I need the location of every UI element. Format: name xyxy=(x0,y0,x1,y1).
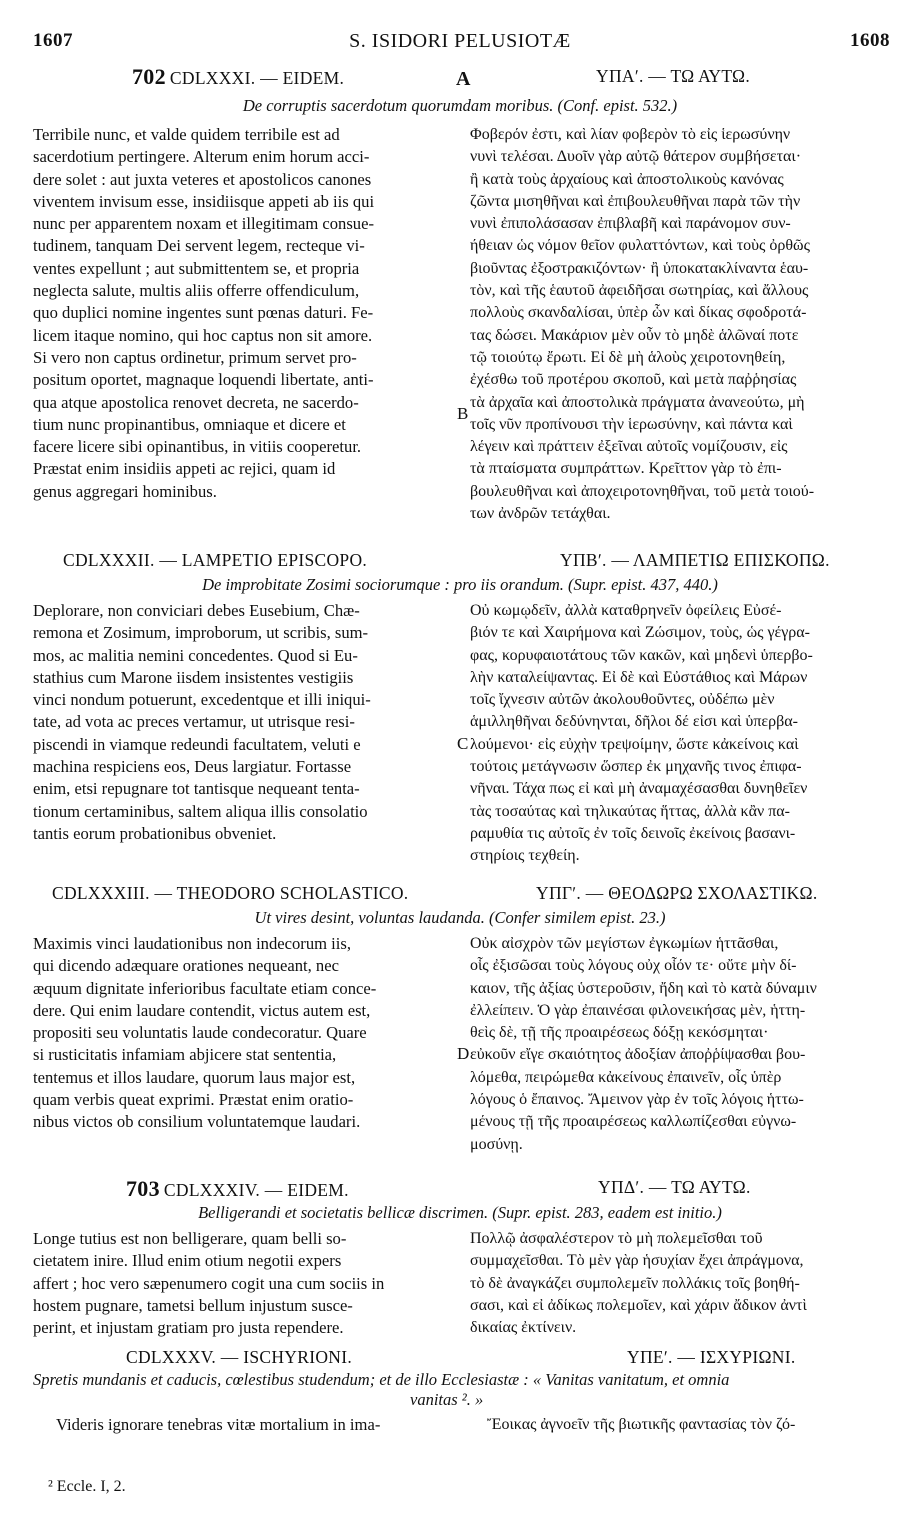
greek-column xyxy=(470,1228,890,1339)
text-line: affert ; hoc vero sæpenumero cogit una cum sociis in xyxy=(33,1273,385,1293)
text-line: propositi seu voluntatis laude condecoratur. Quare xyxy=(33,1023,367,1043)
text-line: ραμυθία τις αὐτοῖς ἐν τοῖς δεινοῖς ἐκείνοις βασανι- xyxy=(470,824,796,842)
text-line: Deplorare, non conviciari debes Eusebium, Chæ- xyxy=(33,601,360,620)
text-line: æquum dignitate inferioribus facultate etiam conce- xyxy=(33,978,377,998)
margin-marker-b: B xyxy=(457,404,469,423)
text-line: vinci nondum potuerunt, excedentque et illi iniqui- xyxy=(33,690,371,710)
letter-title-latin: 703 CDLXXXIV. — EIDEM. xyxy=(126,1176,349,1201)
letter-title-greek: ΥΠΔʹ. — ΤΩ ΑΥΤΩ. xyxy=(598,1177,751,1197)
text-line: θεὶς δὲ, τῇ τῆς προαιρέσεως δόξῃ κεκόσμηται· xyxy=(470,1024,769,1042)
text-line: τῷ τοιούτῳ ἔρωτι. Εἰ δὲ μὴ ἁλοὺς χειροτονηθείη, xyxy=(470,348,786,366)
text-line: enim, etsi repugnare tot tantisque nequeant tenta- xyxy=(33,779,360,799)
text-line: ἐλλείπειν. Ὁ γὰρ ἐπαινέσαι φιλονεικήσας μὲν, ἡττη- xyxy=(470,1001,806,1019)
text-line: τὸν, καὶ τῆς ἑαυτοῦ ἀφειδῆσαι σωτηρίας, καὶ ἄλλους xyxy=(470,282,809,300)
text-line: βουλευθῆναι καὶ ἀποχειροτονηθῆναι, τοῦ μετὰ τοιού- xyxy=(470,482,815,500)
letter-subtitle: De corruptis sacerdotum quorumdam moribus. (Conf. epist. 532.) xyxy=(242,96,678,115)
letter-title-latin: 702 CDLXXXI. — EIDEM. xyxy=(132,64,345,89)
text-line: remona et Zosimum, improborum, ut scribis, sum- xyxy=(33,623,369,643)
letter-subtitle: De improbitate Zosimi sociorumque : pro iis orandum. (Supr. epist. 437, 440.) xyxy=(202,575,718,594)
text-line: positum oportet, magnaque loquendi libertate, anti- xyxy=(33,370,374,390)
letter-title-greek: ΥΠΓʹ. — ΘΕΟΔΩΡΩ ΣΧΟΛΑΣΤΙΚΩ. xyxy=(536,883,818,903)
text-line: δικαίας ἐκτίνειν. xyxy=(470,1319,577,1337)
text-line: τὰ ἀρχαῖα καὶ ἀποστολικὰ πράγματα ἀνανεούτω, μὴ xyxy=(470,393,805,411)
letter-subtitle: Belligerandi et societatis bellicæ discrimen. (Supr. epist. 283, eadem est initio.) xyxy=(198,1203,722,1222)
text-line: tantis eorum probationibus obveniet. xyxy=(33,823,277,843)
text-line: si rusticitatis infamiam abjicere stat sententia, xyxy=(33,1045,337,1065)
text-line: genus aggregari hominibus. xyxy=(33,481,217,501)
text-line: φας, κορυφαιοτάτους τῶν κακῶν, καὶ μηδενὶ ὑπερβο- xyxy=(470,646,813,664)
text-line: Si vero non captus ordinetur, primum servet pro- xyxy=(33,347,357,367)
latin-column xyxy=(33,124,453,503)
text-line: piscendi in viamque redeundi facultatem, veluti e xyxy=(33,734,361,754)
text-line: Præstat enim insidiis appeti ac rejici, quam id xyxy=(33,459,336,479)
text-line: tentemus et illos laudare, quorum laus major est, xyxy=(33,1067,356,1087)
text-line: πολλοὺς σκανδαλίσαι, ὑπὲρ ὧν καὶ δίκας σφοδροτά- xyxy=(470,304,807,322)
text-line: machina respiciens eos, Deus largiatur. Fortasse xyxy=(33,757,352,777)
text-line: ἐχέσθω τοῦ προτέρου σκοποῦ, καὶ μετὰ παῤῥησίας xyxy=(470,371,797,389)
text-line: sacerdotium pertingere. Alterum enim horum acci- xyxy=(33,147,370,167)
margin-marker-c: C xyxy=(457,734,469,753)
column-number: 702 xyxy=(132,64,166,89)
text-line: Οὐ κωμῳδεῖν, ἀλλὰ καταθρηνεῖν ὀφείλεις Εὐσέ- xyxy=(470,602,782,619)
text-line: βιοῦντας ἐξοστρακιζόντων· ἢ ὑποκατακλίναντα ἑαυ- xyxy=(470,259,809,277)
letter-title-greek: ΥΠΒʹ. — ΛΑΜΠΕΤΙΩ ΕΠΙΣΚΟΠΩ. xyxy=(560,550,830,570)
text-line: tionum certaminibus, saltem aliqua illis consolatio xyxy=(33,801,368,821)
letter-title-latin: CDLXXXV. — ISCHYRIONI. xyxy=(126,1347,353,1367)
text-line: perint, et injustam gratiam pro justa rependere. xyxy=(33,1318,344,1338)
text-line: ἢ κατὰ τοὺς ἀρχαίους καὶ ἀποστολικοὺς κανόνας xyxy=(470,170,784,188)
text-line: qui dicendo adæquare orationes nequeant, nec xyxy=(33,956,339,976)
text-line: Maximis vinci laudationibus non indecorum iis, xyxy=(33,934,352,953)
text-line: Φοβερόν ἐστι, καὶ λίαν φοβερὸν τὸ εἰς ἱερωσύνην xyxy=(470,126,791,143)
margin-marker-a: A xyxy=(456,68,471,90)
running-title: S. ISIDORI PELUSIOTÆ xyxy=(349,30,571,52)
text-line: qua atque apostolica renovet decreta, ne sacerdo- xyxy=(33,392,359,412)
text-line: neglecta salute, multis aliis offerre offendiculum, xyxy=(33,281,360,301)
text-line: τὰ πταίσματα συμπράττων. Κρεῖττον γὰρ τὸ ἐπι- xyxy=(470,460,782,478)
text-line: hostem pugnare, tametsi bellum injustum susce- xyxy=(33,1295,353,1315)
letter-title-greek: ΥΠΑʹ. — ΤΩ ΑΥΤΩ. xyxy=(596,66,751,86)
text-line: dere solet : aut juxta veteres et apostolicos canones xyxy=(33,169,372,189)
text-line: συμμαχεῖσθαι. Τὸ μὲν γὰρ ἡσυχίαν ἔχει ἀπράγμονα, xyxy=(470,1252,804,1270)
text-line: οἷς ἐξισῶσαι τοὺς λόγους οὐχ οἷόν τε· οὔτε μὴν δί- xyxy=(470,957,797,975)
column-number: 703 xyxy=(126,1176,160,1201)
text-line: τοῖς νῦν προπίνουσι τὴν ἱερωσύνην, καὶ πάντα καὶ xyxy=(470,415,793,433)
page-number-right: 1608 xyxy=(850,30,890,51)
text-line: ventes expellunt ; aut submittentem se, et propria xyxy=(33,258,360,278)
latin-column xyxy=(56,1414,456,1436)
letter-title-greek: ΥΠΕʹ. — ΙΣΧΥΡΙΩΝΙ. xyxy=(627,1347,796,1367)
text-line: Οὐκ αἰσχρὸν τῶν μεγίστων ἐγκωμίων ἡττᾶσθαι, xyxy=(470,935,779,952)
text-line: facere licere sibi opinantibus, in vitiis cooperetur. xyxy=(33,437,362,457)
text-line: λὴν καταλείψαντας. Εἰ δὲ καὶ Εὐστάθιος καὶ Μάρων xyxy=(470,668,808,686)
margin-marker-d: D xyxy=(457,1044,470,1063)
text-line: των ἀνδρῶν τετάχθαι. xyxy=(470,505,611,523)
text-line: Videris ignorare tenebras vitæ mortalium in ima- xyxy=(56,1415,381,1434)
text-line: εὐκοῦν εἴγε σκαιότητος ἀδοξίαν ἀποῤῥίψασθαι βου- xyxy=(470,1046,806,1064)
text-line: μοσύνῃ. xyxy=(470,1135,523,1153)
greek-column xyxy=(470,600,890,868)
text-line: stathius cum Marone iisdem insistentes vestigiis xyxy=(33,667,354,687)
text-line: licem itaque nomino, qui hoc captus non sit amore. xyxy=(33,325,373,345)
text-line: cietatem inire. Illud enim otium negotii expers xyxy=(33,1251,342,1271)
text-line: λέγειν καὶ πράττειν ἐξεῖναι αὐτοῖς νομίζουσιν, εἰς xyxy=(470,438,788,456)
letter-subtitle: Spretis mundanis et caducis, cœlestibus studendum; et de illo Ecclesiastæ : « Vanitas vanitatum, et omnia xyxy=(33,1370,730,1389)
text-line: τὰς τοσαύτας καὶ τηλικαύτας ἥττας, ἀλλὰ κἂν πα- xyxy=(470,802,790,820)
text-line: Terribile nunc, et valde quidem terribile est ad xyxy=(33,125,340,144)
text-line: τούτοις μετάγνωσιν ὥσπερ ἐκ μηχανῆς τινος ἐπιφα- xyxy=(470,758,802,776)
text-line: λόμεθα, πειρώμεθα κἀκείνους ἐπαινεῖν, οἷς ὑπὲρ xyxy=(470,1068,782,1086)
text-line: tudinem, tanquam Dei servent legem, recteque vi- xyxy=(33,236,365,256)
latin-column xyxy=(33,600,453,845)
text-line: Ἔοικας ἀγνοεῖν τῆς βιωτικῆς φαντασίας τὸν ζό- xyxy=(487,1416,796,1433)
letter-title-latin: CDLXXXII. — LAMPETIO EPISCOPO. xyxy=(63,550,368,570)
page-number-left: 1607 xyxy=(33,30,73,51)
text-line: quam verbis queat exprimi. Præstat enim oratio- xyxy=(33,1090,354,1110)
letter-subtitle-continued: vanitas ². » xyxy=(410,1390,484,1409)
text-line: nibus victos ob consilium voluntatemque laudari. xyxy=(33,1112,361,1132)
text-line: σασι, καὶ εἰ ἀδίκως πολεμοῖεν, καὶ χάριν ἄδικον ἀντὶ xyxy=(470,1296,807,1314)
text-line: Longe tutius est non belligerare, quam belli so- xyxy=(33,1229,347,1248)
text-line: mos, ac malitia nemini concedentes. Quod si Eu- xyxy=(33,645,358,665)
text-line: βιόν τε καὶ Χαιρήμονα καὶ Ζώσιμον, τοὺς, ὡς γέγρα- xyxy=(470,624,810,642)
text-line: τας δώσει. Μακάριον μὲν οὖν τὸ μηδὲ ἁλῶναί ποτε xyxy=(470,326,799,344)
text-line: λόγους ὁ ἔπαινος. Ἄμεινον γὰρ ἐν τοῖς λόγοις ἡττω- xyxy=(470,1091,804,1109)
text-line: ἁμιλληθῆναι δεδύνηνται, δῆλοι δέ εἰσι καὶ ὑπερβα- xyxy=(470,713,798,731)
text-line: dere. Qui enim laudare contendit, victus autem est, xyxy=(33,1000,371,1020)
latin-column xyxy=(33,1228,453,1339)
text-line: νῆναι. Τάχα πως εἰ καὶ μὴ ἀναμαχέσασθαι δυνηθεῖεν xyxy=(470,780,808,798)
text-line: μένους τῇ τῆς προαιρέσεως καλλωπίζεσθαι εὐγνω- xyxy=(470,1113,797,1131)
greek-column xyxy=(487,1414,887,1436)
text-line: νυνὶ τελέσαι. Δυοῖν γὰρ αὐτῷ θάτερον συμβήσεται· xyxy=(470,148,802,166)
latin-column xyxy=(33,933,453,1134)
text-line: τὸ δὲ ἀναγκάζει συμπολεμεῖν πολλάκις τοῖς βοηθή- xyxy=(470,1274,800,1292)
text-line: στηρίοις τεχθείη. xyxy=(470,847,580,865)
text-line: quo duplici nomine ingentes sunt pœnas daturi. Fe- xyxy=(33,303,374,323)
letter-subtitle: Ut vires desint, voluntas laudanda. (Confer similem epist. 23.) xyxy=(254,908,666,927)
text-line: λούμενοι· εἰς εὐχὴν τρεψοίμην, ὥστε κἀκείνοις καὶ xyxy=(470,735,799,753)
text-line: τοῖς ἴχνεσιν αὐτῶν ἀκολουθοῦντες, οὐδέπω μὲν xyxy=(470,691,775,709)
text-line: tium nunc propinantibus, omniaque et dicere et xyxy=(33,414,346,434)
text-line: viventem invisum esse, insidiisque appeti ab iis qui xyxy=(33,191,375,211)
letter-title-latin: CDLXXXIII. — THEODORO SCHOLASTICO. xyxy=(52,883,409,903)
text-line: nunc per apparentem noxam et illegitimam consue- xyxy=(33,214,374,234)
text-line: Πολλῷ ἀσφαλέστερον τὸ μὴ πολεμεῖσθαι τοῦ xyxy=(470,1230,763,1247)
text-line: ζῶντα μισηθῆναι καὶ ἐπιβουλευθῆναι παρὰ τῶν τὴν xyxy=(470,192,801,210)
greek-column xyxy=(470,933,890,1156)
text-line: καιον, τῆς ἀξίας ὑστεροῦσιν, ἤδη καὶ τὸ κατὰ δύναμιν xyxy=(470,979,817,997)
footnote: ² Eccle. I, 2. xyxy=(48,1478,126,1495)
text-line: νυνὶ ἐπιπολάσασαν ἐπιβλαβῆ καὶ παράνομον συν- xyxy=(470,215,791,233)
greek-column xyxy=(470,124,890,525)
text-line: ήθειαν ὡς νόμον θεῖον φυλαττόντων, καὶ τοὺς ὀρθῶς xyxy=(470,237,810,255)
text-line: tate, ad vota ac preces vertamur, ut utrisque resi- xyxy=(33,712,355,732)
